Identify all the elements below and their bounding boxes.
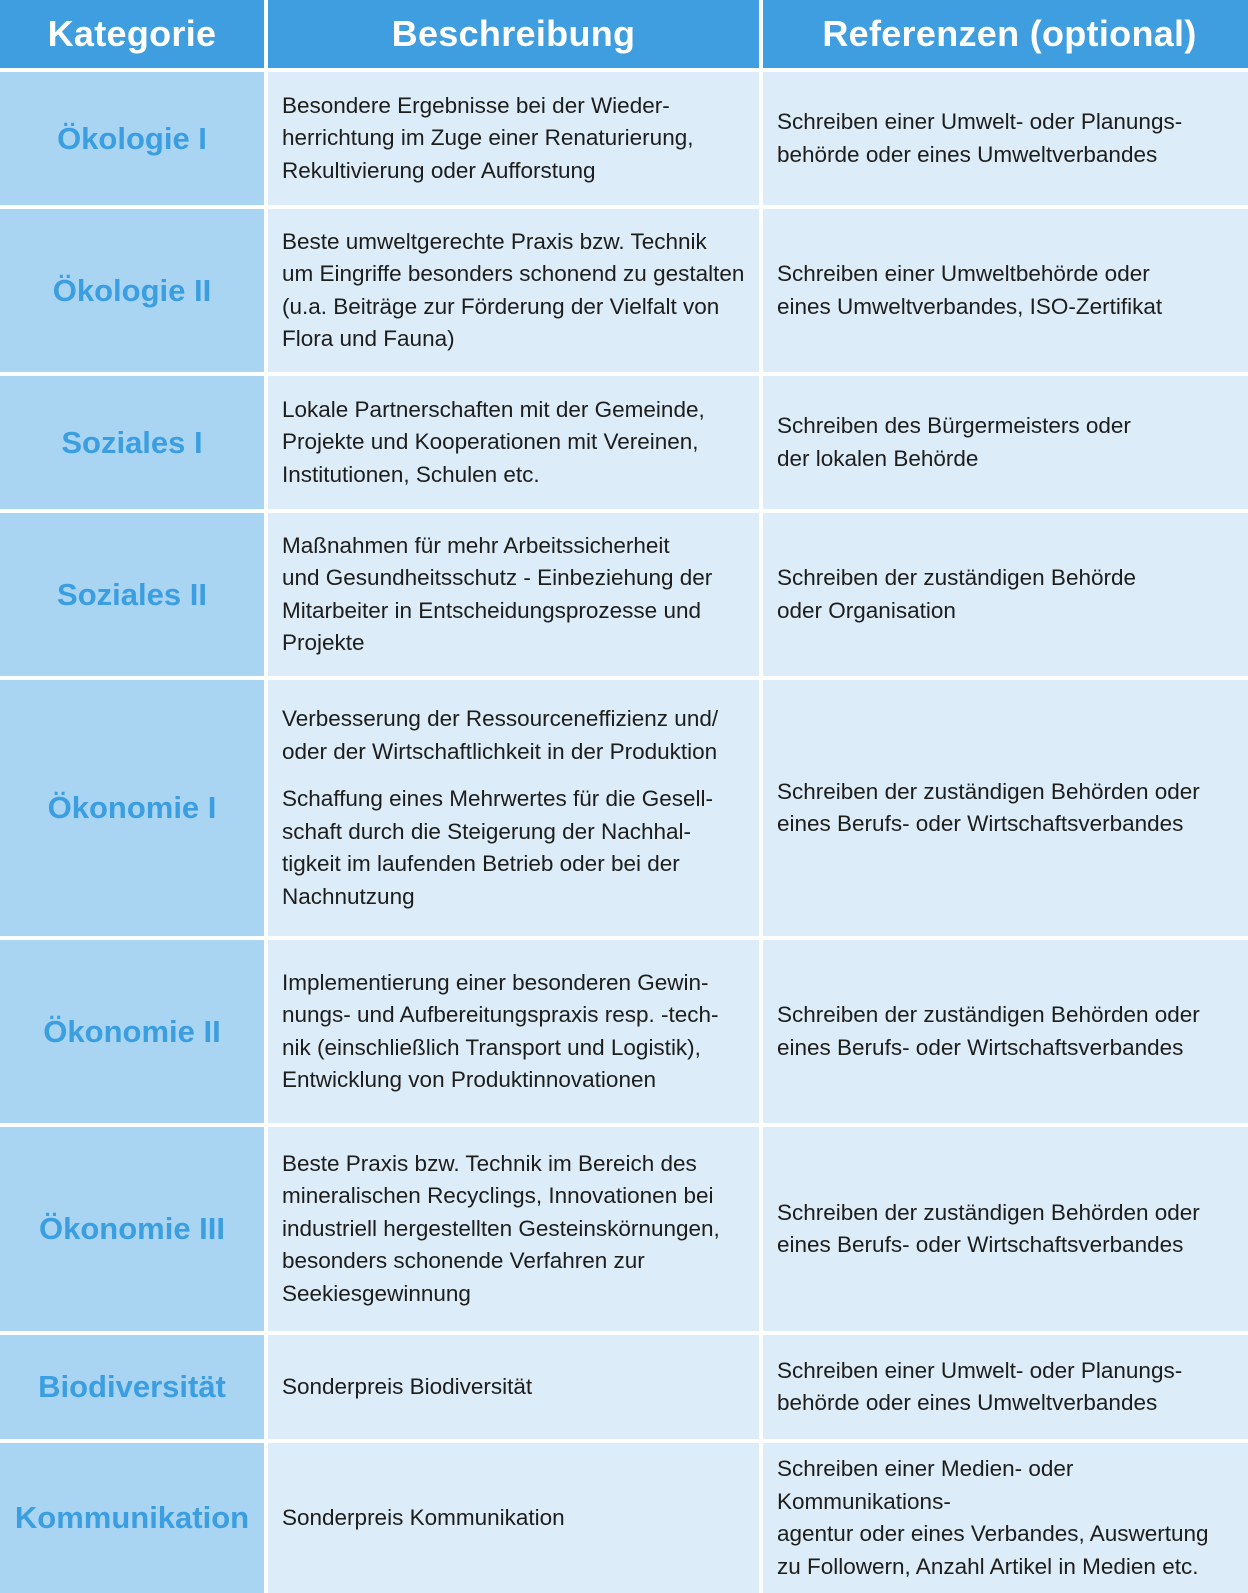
reference-cell xyxy=(763,1127,1248,1331)
category-cell: Ökologie I xyxy=(0,72,264,205)
description-paragraph: Beste Praxis bzw. Technik im Bereich des mineralischen Recyclings, Innovationen bei industriell hergestellten Gesteinskörnungen, besonders schonende Verfahren zur Seekiesgewinnung xyxy=(282,1150,720,1306)
description-cell xyxy=(268,376,759,509)
description-cell xyxy=(268,209,759,372)
category-cell: Ökologie II xyxy=(0,209,264,372)
reference-text: Schreiben des Bürgermeisters oder der lokalen Behörde xyxy=(777,413,1131,471)
reference-text: Schreiben einer Umwelt- oder Planungs- behörde oder eines Umweltverbandes xyxy=(777,109,1183,167)
reference-cell xyxy=(763,513,1248,676)
description-cell xyxy=(268,72,759,205)
description-cell xyxy=(268,1335,759,1439)
description-paragraph: Beste umweltgerechte Praxis bzw. Technik um Eingriffe besonders schonend zu gestalten (u.a. Beiträge zur Förderung der Vielfalt von Flora und Fauna) xyxy=(282,228,745,351)
header-kategorie: Kategorie xyxy=(0,0,264,68)
reference-text: Schreiben der zuständigen Behörde oder Organisation xyxy=(777,565,1137,623)
description-cell xyxy=(268,940,759,1123)
category-cell: Biodiversität xyxy=(0,1335,264,1439)
category-cell: Ökonomie I xyxy=(0,680,264,936)
category-cell: Ökonomie III xyxy=(0,1127,264,1331)
description-paragraph: Schaffung eines Mehrwertes für die Gesell- schaft durch die Steigerung der Nachhal- tigkeit im laufenden Betrieb oder bei der Nachnutzung xyxy=(282,786,714,909)
description-paragraph: Lokale Partnerschaften mit der Gemeinde, Projekte und Kooperationen mit Vereinen, Institutionen, Schulen etc. xyxy=(282,396,705,487)
description-paragraph: Besondere Ergebnisse bei der Wieder- herrichtung im Zuge einer Renaturierung, Rekultivierung oder Aufforstung xyxy=(282,92,694,183)
reference-text: Schreiben einer Umwelt- oder Planungs- behörde oder eines Umweltverbandes xyxy=(777,1357,1183,1415)
description-paragraph: Maßnahmen für mehr Arbeitssicherheit und Gesundheitsschutz - Einbeziehung der Mitarbeiter in Entscheidungsprozesse und Projekte xyxy=(282,532,713,655)
category-cell: Soziales I xyxy=(0,376,264,509)
description-paragraph: Sonderpreis Biodiversität xyxy=(282,1373,533,1399)
reference-cell xyxy=(763,1335,1248,1439)
reference-cell xyxy=(763,72,1248,205)
reference-text: Schreiben einer Umweltbehörde oder eines Umweltverbandes, ISO-Zertifikat xyxy=(777,261,1163,319)
header-beschreibung: Beschreibung xyxy=(268,0,759,68)
reference-text: Schreiben der zuständigen Behörden oder eines Berufs- oder Wirtschaftsverbandes xyxy=(777,778,1200,836)
description-paragraph: Verbesserung der Ressourceneffizienz und/ oder der Wirtschaftlichkeit in der Produktion xyxy=(282,706,719,764)
category-cell: Ökonomie II xyxy=(0,940,264,1123)
reference-cell xyxy=(763,209,1248,372)
category-cell: Soziales II xyxy=(0,513,264,676)
description-paragraph: Implementierung einer besonderen Gewin- nungs- und Aufbereitungspraxis resp. -tech- nik (einschließlich Transport und Logistik), Entwicklung von Produktinnovationen xyxy=(282,969,719,1092)
header-referenzen: Referenzen (optional) xyxy=(763,0,1248,68)
description-cell xyxy=(268,680,759,936)
reference-text: Schreiben der zuständigen Behörden oder eines Berufs- oder Wirtschaftsverbandes xyxy=(777,1002,1200,1060)
description-cell xyxy=(268,513,759,676)
description-cell xyxy=(268,1127,759,1331)
reference-cell xyxy=(763,680,1248,936)
reference-cell xyxy=(763,376,1248,509)
category-cell: Kommunikation xyxy=(0,1443,264,1593)
reference-text: Schreiben der zuständigen Behörden oder eines Berufs- oder Wirtschaftsverbandes xyxy=(777,1199,1200,1257)
reference-cell xyxy=(763,1443,1248,1593)
description-cell xyxy=(268,1443,759,1593)
description-paragraph: Sonderpreis Kommunikation xyxy=(282,1504,565,1530)
reference-cell xyxy=(763,940,1248,1123)
reference-text: Schreiben einer Medien- oder Kommunikations- agentur oder eines Verbandes, Auswertung zu Followern, Anzahl Artikel in Medien etc. xyxy=(777,1456,1209,1579)
